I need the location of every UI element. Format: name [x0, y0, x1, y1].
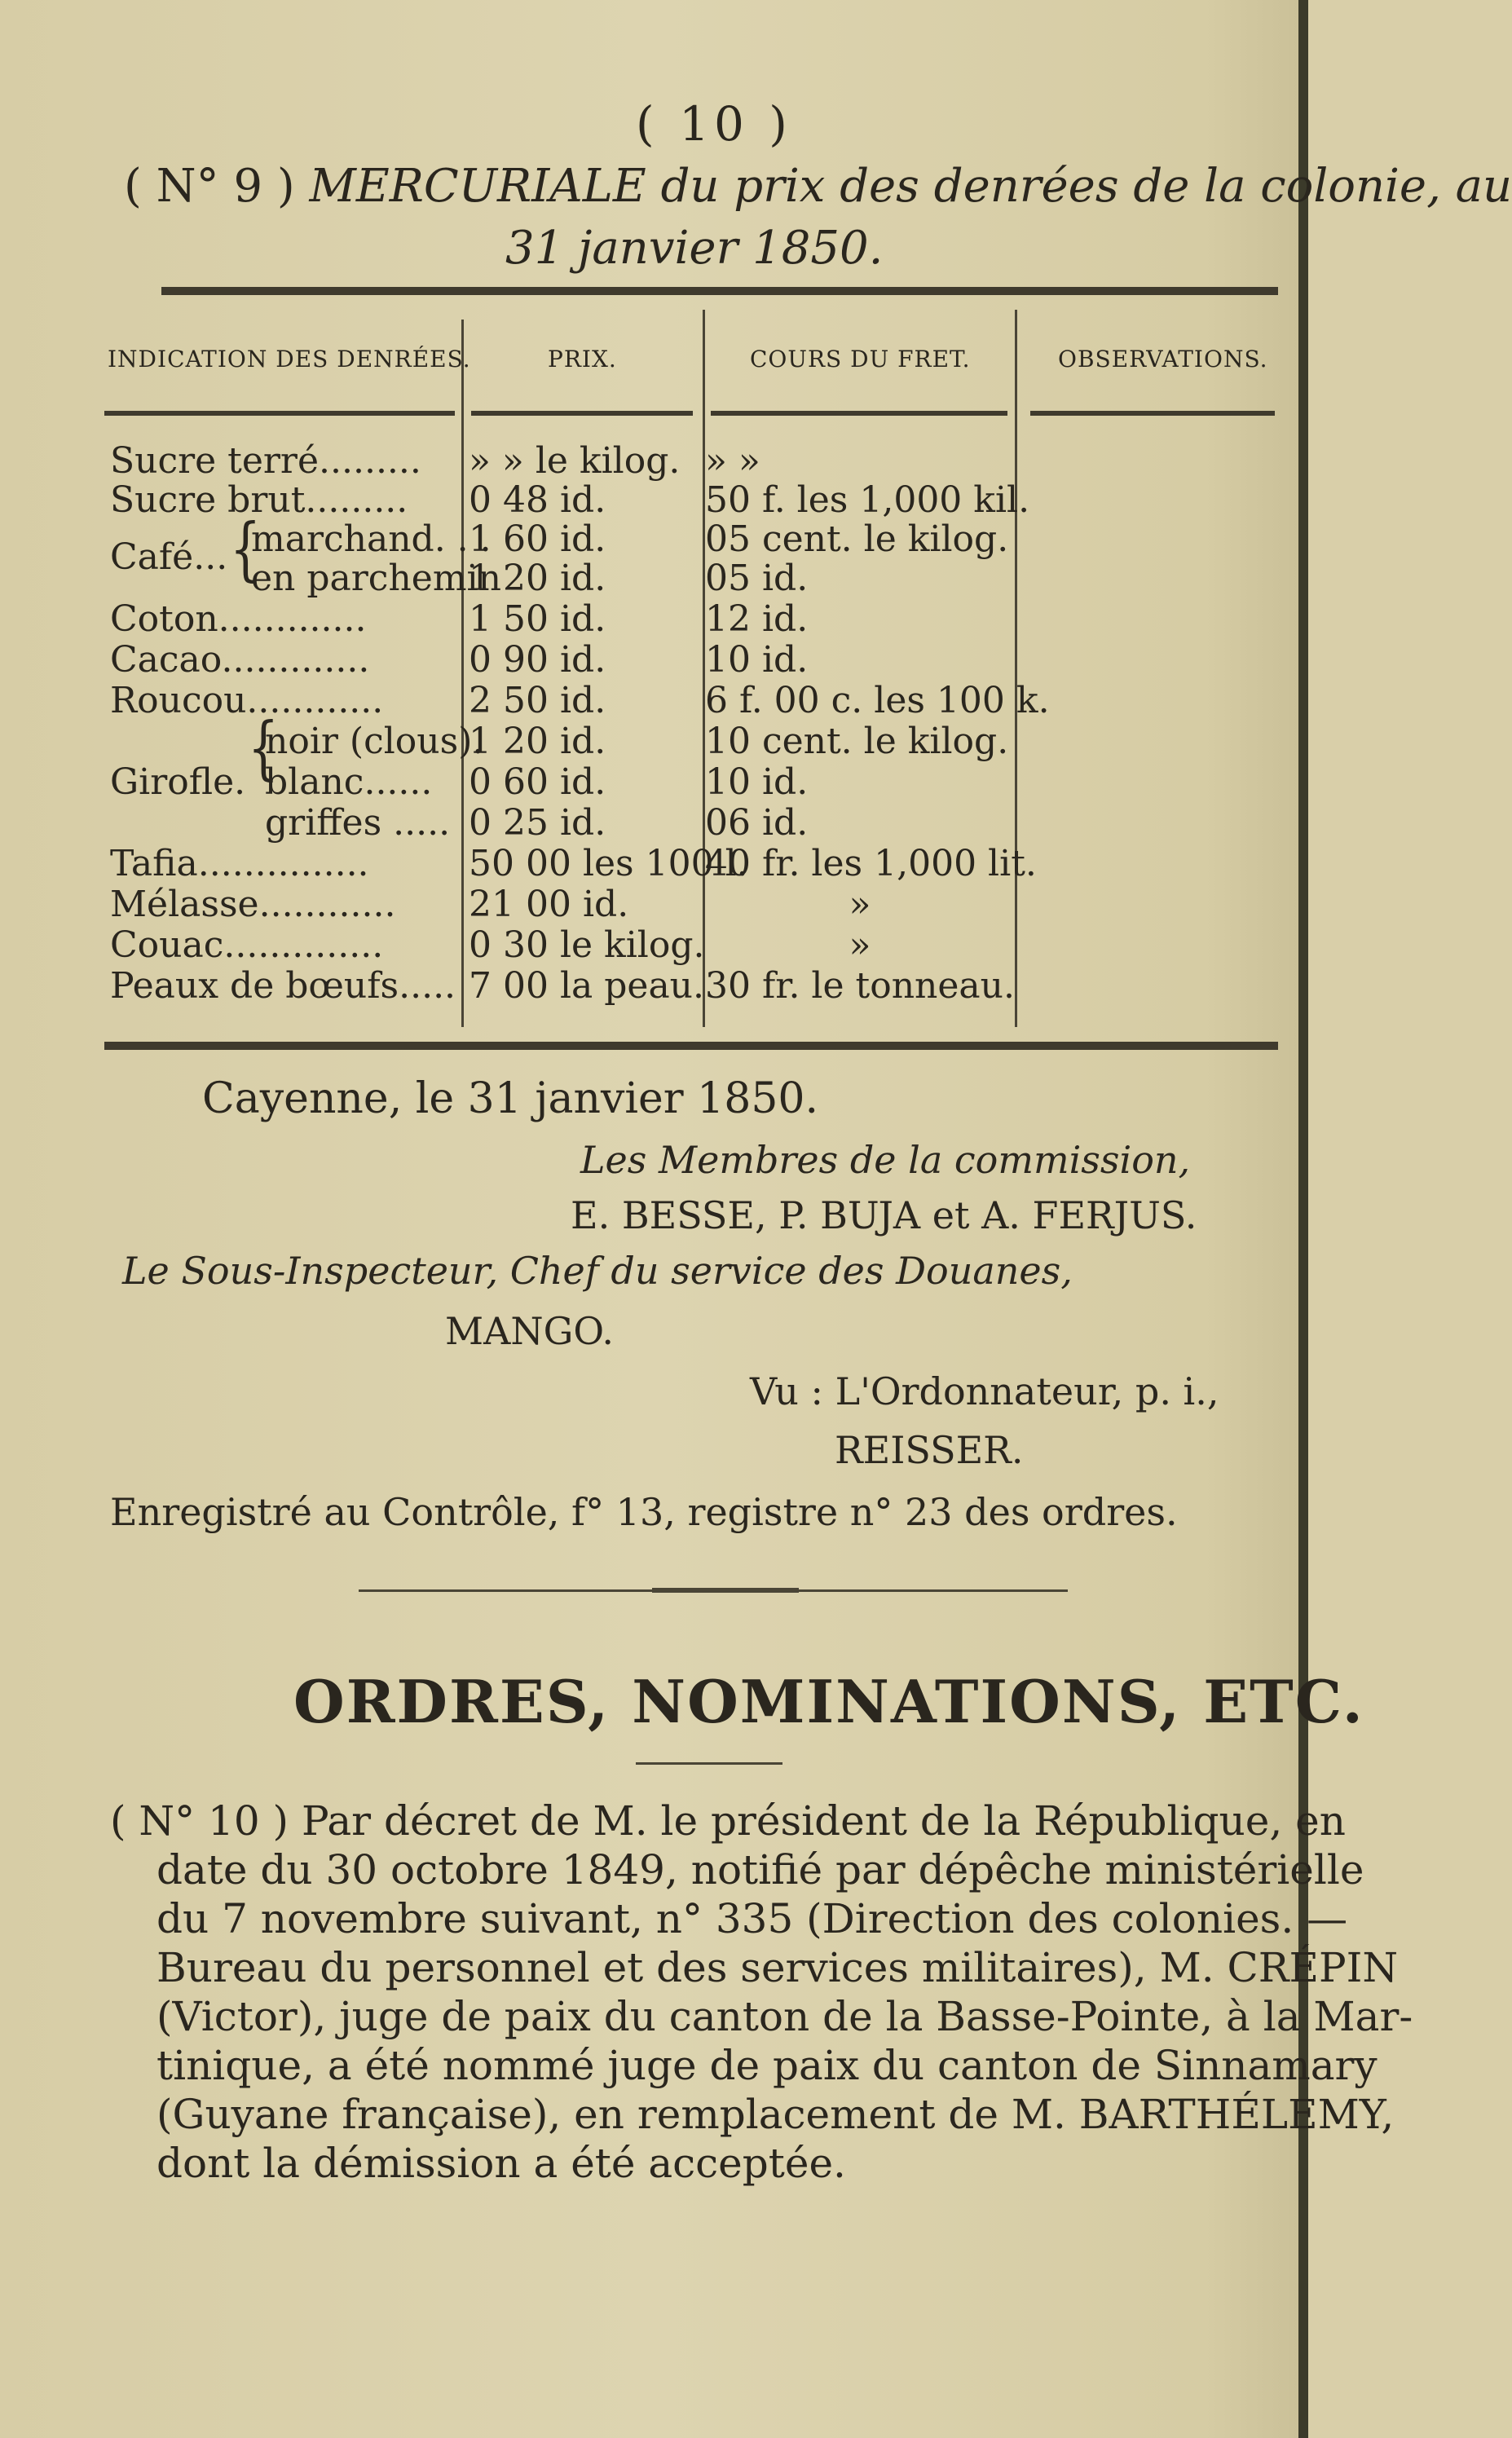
- cell-prix: 2 50 id.: [469, 680, 606, 721]
- cell-prix: 0 25 id.: [469, 802, 606, 844]
- place-date: Cayenne, le 31 janvier 1850.: [202, 1074, 819, 1123]
- header-rule-4: [1030, 411, 1275, 416]
- table-row: [0, 802, 1308, 844]
- table-top-rule: [161, 287, 1278, 295]
- members-label: Les Membres de la commission,: [580, 1138, 1191, 1182]
- header-rule-2: [471, 411, 693, 416]
- section-title-underline: [636, 1762, 782, 1765]
- col-head-denrees: INDICATION DES DENRÉES.: [108, 346, 471, 373]
- cell-fret: 10 cent. le kilog.: [705, 721, 1009, 762]
- paragraph-line: du 7 novembre suivant, n° 335 (Direction des colonies. —: [156, 1895, 1348, 1942]
- cell-sub: blanc......: [265, 761, 433, 803]
- table-row: [0, 924, 1308, 966]
- cell-name: Sucre terré.........: [110, 440, 421, 482]
- cell-name: Cacao.............: [110, 639, 370, 681]
- cell-fret: 40 fr. les 1,000 lit.: [705, 843, 1037, 884]
- paragraph-line: (Victor), juge de paix du canton de la Basse-Pointe, à la Mar-: [156, 1993, 1413, 2040]
- cell-prix: 0 90 id.: [469, 639, 606, 681]
- inspector-label: Le Sous-Inspecteur, Chef du service des Douanes,: [122, 1249, 1073, 1293]
- section-divider-center: [652, 1588, 799, 1593]
- cell-prix: 21 00 id.: [469, 884, 629, 925]
- cell-fret: 30 fr. le tonneau.: [705, 965, 1015, 1007]
- cell-prix: » » le kilog.: [469, 440, 681, 482]
- cell-name: Coton.............: [110, 598, 367, 640]
- cell-sub: griffes .....: [265, 802, 451, 844]
- cell-sub: en parchemin: [251, 558, 501, 599]
- paragraph-line: date du 30 octobre 1849, notifié par dépêche ministérielle: [156, 1846, 1364, 1894]
- cell-prix: 1 20 id.: [469, 721, 606, 762]
- cell-prix: 50 00 les 100 l.: [469, 843, 748, 884]
- cell-fret: »: [849, 924, 871, 966]
- paragraph-line: tinique, a été nommé juge de paix du canton de Sinnamary: [156, 2042, 1378, 2089]
- table-row: [0, 884, 1308, 923]
- col-head-observations: OBSERVATIONS.: [1058, 346, 1268, 373]
- cell-prix: 0 60 id.: [469, 761, 606, 803]
- title-number: ( N° 9 ): [124, 160, 295, 213]
- header-rule-3: [711, 411, 1007, 416]
- registered-note: Enregistré au Contrôle, f° 13, registre n° 23 des ordres.: [110, 1490, 1178, 1534]
- table-bottom-rule: [104, 1042, 1278, 1050]
- paragraph-line: (Guyane française), en remplacement de M. BARTHÉLEMY,: [156, 2091, 1395, 2138]
- table-row: [0, 598, 1308, 640]
- table-row: [0, 440, 1308, 482]
- cell-name: Couac..............: [110, 924, 384, 966]
- cell-prix: 7 00 la peau.: [469, 965, 705, 1007]
- cell-prix: 0 30 le kilog.: [469, 924, 705, 966]
- cell-name: Sucre brut.........: [110, 479, 408, 521]
- paragraph-line: dont la démission a été acceptée.: [156, 2140, 846, 2187]
- vu-name: REISSER.: [835, 1428, 1024, 1472]
- cell-fret: 50 f. les 1,000 kil.: [705, 479, 1030, 521]
- brace-cafe: {: [230, 509, 262, 589]
- paragraph-line: Bureau du personnel et des services militaires), M. CRÉPIN: [156, 1944, 1399, 1991]
- brace-girofle: {: [248, 708, 280, 788]
- cell-sub: noir (clous).: [265, 721, 484, 762]
- cell-fret: 6 f. 00 c. les 100 k.: [705, 680, 1050, 721]
- title-line-2: [505, 222, 883, 275]
- cell-name: Mélasse............: [110, 884, 396, 925]
- table-row: [0, 843, 1308, 882]
- cell-fret: 10 id.: [705, 761, 809, 803]
- title-line-1: [124, 160, 1512, 213]
- table-row: [0, 721, 1308, 760]
- cell-name: Café...: [110, 536, 228, 578]
- cell-fret: »: [849, 884, 871, 925]
- table-row: [0, 479, 1308, 521]
- header-rule-1: [104, 411, 455, 416]
- cell-prix: 1 50 id.: [469, 598, 606, 640]
- cell-fret: 06 id.: [705, 802, 809, 844]
- cell-name: Girofle.: [110, 761, 246, 803]
- cell-name: Tafia...............: [110, 843, 369, 884]
- table-row: [0, 680, 1308, 719]
- table-row: [0, 558, 1308, 597]
- inspector-name: MANGO.: [445, 1309, 614, 1353]
- cell-fret: 12 id.: [705, 598, 809, 640]
- cell-fret: » »: [705, 440, 760, 482]
- vu-label: Vu : L'Ordonnateur, p. i.,: [750, 1369, 1219, 1413]
- title-date: 31 janvier 1850.: [505, 222, 884, 275]
- col-head-fret: COURS DU FRET.: [750, 346, 971, 373]
- cell-fret: 05 cent. le kilog.: [705, 518, 1009, 560]
- cell-fret: 05 id.: [705, 558, 809, 599]
- table-row: [0, 761, 1308, 803]
- cell-fret: 10 id.: [705, 639, 809, 681]
- title-main: MERCURIALE du prix des denrées de la colonie, au: [309, 160, 1512, 213]
- paragraph-line: ( N° 10 ) Par décret de M. le président de la République, en: [110, 1797, 1346, 1845]
- table-row: [0, 639, 1308, 681]
- table-row: [0, 965, 1308, 1007]
- page-number: ( 10 ): [636, 96, 792, 152]
- members-names: E. BESSE, P. BUJA et A. FERJUS.: [571, 1193, 1197, 1237]
- cell-prix: 0 48 id.: [469, 479, 606, 521]
- cell-prix: 1 20 id.: [469, 558, 606, 599]
- section-title: ORDRES, NOMINATIONS, ETC.: [293, 1667, 1364, 1736]
- col-head-prix: PRIX.: [548, 346, 617, 373]
- table-row: [0, 518, 1308, 558]
- cell-name: Roucou............: [110, 680, 384, 721]
- cell-prix: 1 60 id.: [469, 518, 606, 560]
- cell-name: Peaux de bœufs.....: [110, 965, 456, 1007]
- cell-sub: marchand. . .: [251, 518, 492, 560]
